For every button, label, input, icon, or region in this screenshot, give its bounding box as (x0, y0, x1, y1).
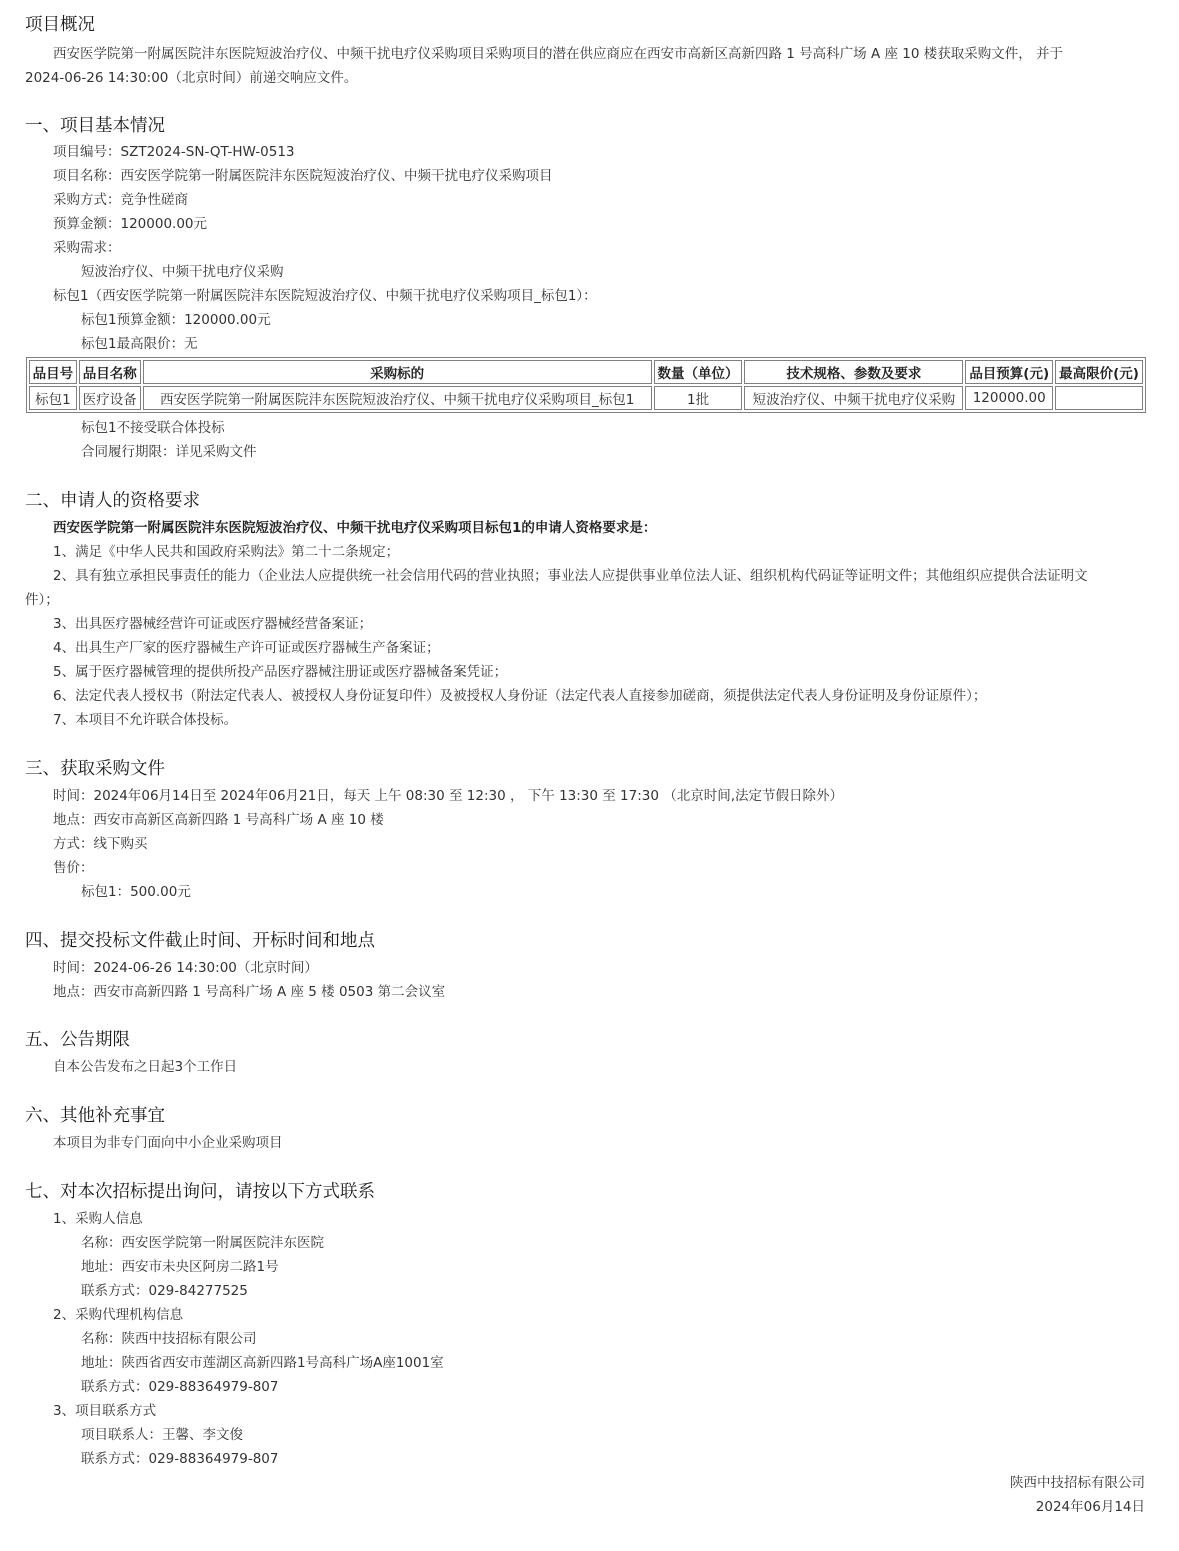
project-number: 项目编号：SZT2024-SN-QT-HW-0513 (53, 144, 295, 160)
project-contact-title: 3、项目联系方式 (53, 1403, 157, 1419)
section4-title: 四、提交投标文件截止时间、开标时间和地点 (25, 931, 375, 951)
agent-address: 地址：陕西省西安市莲湖区高新四路1号高科广场A座1001室 (81, 1355, 444, 1371)
buyer-info-title: 1、采购人信息 (53, 1211, 143, 1227)
demand-label: 采购需求： (53, 240, 121, 256)
document-time: 时间：2024年06月14日至 2024年06月21日，每天 上午 08:30 至 12:30 ， 下午 13:30 至 17:30 （北京时间,法定节假日除外） (53, 788, 844, 804)
document-price: 标包1：500.00元 (81, 884, 191, 900)
bid-opening-place: 地点：西安市高新四路 1 号高科广场 A 座 5 楼 0503 第二会议室 (53, 984, 446, 1000)
col-quantity: 数量（单位） (654, 360, 743, 384)
col-max-price: 最高限价(元) (1055, 360, 1143, 384)
footer-company: 陕西中技招标有限公司 (1010, 1475, 1145, 1491)
buyer-address: 地址：西安市未央区阿房二路1号 (81, 1259, 279, 1275)
table-row (29, 386, 1143, 410)
section2-title: 二、申请人的资格要求 (25, 491, 200, 511)
supplementary-text: 本项目为非专门面向中小企业采购项目 (53, 1135, 283, 1151)
qualification-item-6: 6、法定代表人授权书（附法定代表人、被授权人身份证复印件）及被授权人身份证（法定代表人直接参加磋商，须提供法定代表人身份证明及身份证原件）； (53, 688, 987, 704)
cell-item-name: 医疗设备 (79, 386, 141, 410)
cell-max-price (1055, 386, 1143, 410)
section5-title: 五、公告期限 (25, 1030, 130, 1050)
overview-text-line2: 2024-06-26 14:30:00（北京时间）前递交响应文件。 (25, 70, 358, 86)
col-spec: 技术规格、参数及要求 (744, 360, 963, 384)
qualification-item-4: 4、出具生产厂家的医疗器械生产许可证或医疗器械生产备案证； (53, 640, 440, 656)
budget-amount: 预算金额：120000.00元 (53, 216, 208, 232)
section7-title: 七、对本次招标提出询问，请按以下方式联系 (25, 1182, 375, 1202)
demand-text: 短波治疗仪、中频干扰电疗仪采购 (81, 264, 284, 280)
qualification-item-7: 7、本项目不允许联合体投标。 (53, 712, 238, 728)
contract-period: 合同履行期限：详见采购文件 (81, 444, 257, 460)
document-place: 地点：西安市高新区高新四路 1 号高科广场 A 座 10 楼 (53, 812, 384, 828)
deadline-time: 时间：2024-06-26 14:30:00（北京时间） (53, 960, 318, 976)
document-price-label: 售价： (53, 860, 94, 876)
footer-date: 2024年06月14日 (1035, 1499, 1145, 1515)
cell-quantity: 1批 (654, 386, 743, 410)
qualification-item-2-line2: 件）； (25, 592, 59, 608)
section6-title: 六、其他补充事宜 (25, 1106, 165, 1126)
qualification-intro: 西安医学院第一附属医院沣东医院短波治疗仪、中频干扰电疗仪采购项目标包1的申请人资格要求是： (53, 520, 657, 536)
qualification-item-3: 3、出具医疗器械经营许可证或医疗器械经营备案证； (53, 616, 373, 632)
package-title: 标包1（西安医学院第一附属医院沣东医院短波治疗仪、中频干扰电疗仪采购项目_标包1）： (53, 288, 597, 304)
project-name: 项目名称：西安医学院第一附属医院沣东医院短波治疗仪、中频干扰电疗仪采购项目 (53, 168, 553, 184)
items-table (26, 357, 1146, 413)
no-joint-bid: 标包1不接受联合体投标 (81, 420, 225, 436)
col-item-name: 品目名称 (79, 360, 141, 384)
qualification-item-2-line1: 2、具有独立承担民事责任的能力（企业法人应提供统一社会信用代码的营业执照；事业法人应提供事业单位法人证、组织机构代码证等证明文件；其他组织应提供合法证明文 (53, 568, 1088, 584)
qualification-item-1: 1、满足《中华人民共和国政府采购法》第二十二条规定； (53, 544, 400, 560)
cell-item-no: 标包1 (29, 386, 77, 410)
agent-name: 名称：陕西中技招标有限公司 (81, 1331, 257, 1347)
col-item-budget: 品目预算(元) (965, 360, 1053, 384)
overview-title: 项目概况 (25, 15, 95, 35)
section1-title: 一、项目基本情况 (25, 116, 165, 136)
project-contact-phone: 联系方式：029-88364979-807 (81, 1451, 279, 1467)
qualification-item-5: 5、属于医疗器械管理的提供所投产品医疗器械注册证或医疗器械备案凭证； (53, 664, 508, 680)
agent-info-title: 2、采购代理机构信息 (53, 1307, 184, 1323)
agent-contact: 联系方式：029-88364979-807 (81, 1379, 279, 1395)
cell-item-budget: 120000.00 (965, 386, 1053, 410)
document-method: 方式：线下购买 (53, 836, 148, 852)
overview-text-line1: 西安医学院第一附属医院沣东医院短波治疗仪、中频干扰电疗仪采购项目采购项目的潜在供应商应在西安市高新区高新四路 1 号高科广场 A 座 10 楼获取采购文件， 并于 (53, 46, 1064, 62)
notice-period: 自本公告发布之日起3个工作日 (53, 1059, 238, 1075)
col-item-no: 品目号 (29, 360, 77, 384)
buyer-name: 名称：西安医学院第一附属医院沣东医院 (81, 1235, 324, 1251)
buyer-contact: 联系方式：029-84277525 (81, 1283, 248, 1299)
package-max-price: 标包1最高限价：无 (81, 336, 198, 352)
table-header-row (29, 360, 1143, 384)
procurement-method: 采购方式：竞争性磋商 (53, 192, 188, 208)
cell-spec: 短波治疗仪、中频干扰电疗仪采购 (744, 386, 963, 410)
project-contact-person: 项目联系人：王馨、李文俊 (81, 1427, 243, 1443)
package-budget: 标包1预算金额：120000.00元 (81, 312, 271, 328)
col-subject: 采购标的 (143, 360, 652, 384)
cell-subject: 西安医学院第一附属医院沣东医院短波治疗仪、中频干扰电疗仪采购项目_标包1 (143, 386, 652, 410)
section3-title: 三、获取采购文件 (25, 759, 165, 779)
